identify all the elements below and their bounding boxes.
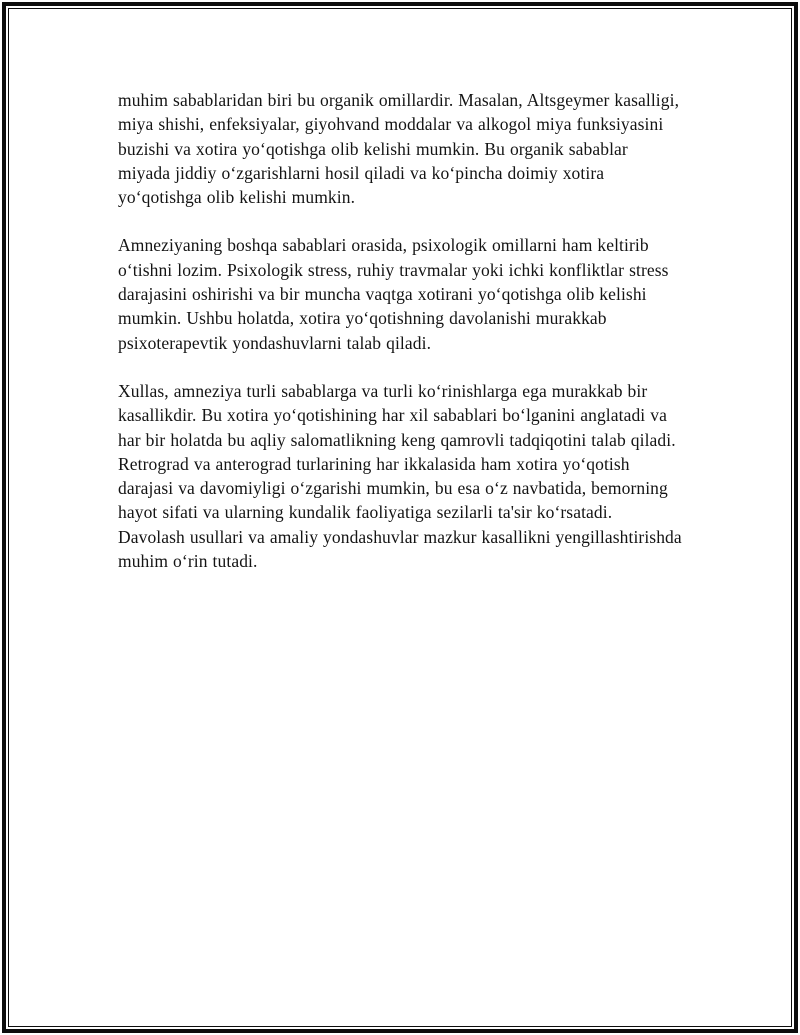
paragraph-psychological-causes: Amneziyaning boshqa sabablari orasida, psixologik omillarni ham keltirib o‘tishni lozim. Psixologik stress, ruhiy travmalar yoki ichki konfliktlar stress darajasini oshirishi va bir muncha vaqtga xotirani yo‘qotishga olib kelishi mumkin. Ushbu holatda, xotira yo‘qotishning davolanishi murakkab psixoterapevtik yondashuvlarni talab qiladi.	[118, 235, 669, 353]
paragraph-conclusion: Xullas, amneziya turli sabablarga va turli ko‘rinishlarga ega murakkab bir kasallikdir. Bu xotira yo‘qotishining har xil sabablari bo‘lganini anglatadi va har bir holatda bu aqliy salomatlikning keng qamrovli tadqiqotini talab qiladi. Retrograd va anterograd turlarining har ikkalasida ham xotira yo‘qotish darajasi va davomiyligi o‘zgarishi mumkin, bu esa o‘z navbatida, bemorning hayot sifati va ularning kundalik faoliyatiga sezilarli ta'sir ko‘rsatadi. Davolash usullari va amaliy yondashuvlar mazkur kasallikni yengillashtirishda muhim o‘rin tutadi.	[118, 380, 682, 572]
document-body-text	[118, 88, 684, 597]
paragraph-organic-causes: muhim sabablaridan biri bu organik omillardir. Masalan, Altsgeymer kasalligi, miya shishi, enfeksiyalar, giyohvand moddalar va alkogol miya funksiyasini buzishi va xotira yo‘qotishga olib kelishi mumkin. Bu organik sabablar miyada jiddiy o‘zgarishlarni hosil qiladi va ko‘pincha doimiy xotira yo‘qotishga olib kelishi mumkin.	[118, 90, 680, 208]
